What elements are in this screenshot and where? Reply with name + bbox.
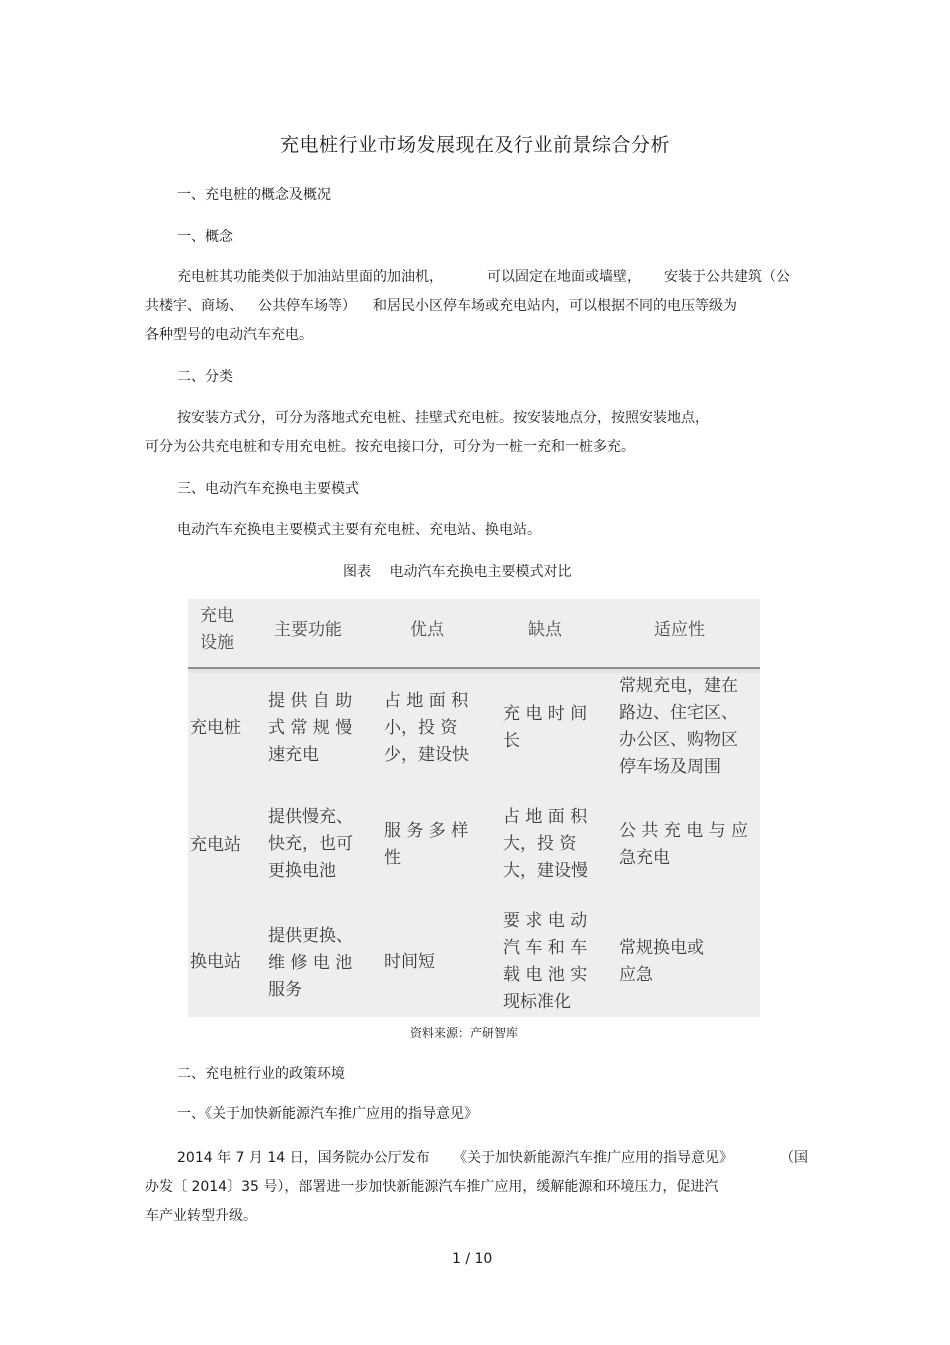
table-cell-advantage: 占 地 面 积 小，投 资 少，建设快 (384, 691, 469, 765)
comparison-table-figure (188, 599, 760, 1017)
table-cell-adaptability: 常规换电或 应急 (619, 938, 704, 985)
table-cell-function: 提供慢充、 快充，也可 更换电池 (268, 807, 353, 881)
table-cell-adaptability: 常规充电，建在 路边、住宅区、 办公区、购物区 停车场及周围 (619, 676, 738, 777)
figure-caption: 图表 电动汽车充换电主要模式对比 (343, 564, 572, 580)
table-cell-disadvantage: 充 电 时 间 长 (503, 704, 588, 751)
document-title: 充电桩行业市场发展现在及行业前景综合分析 (279, 134, 670, 156)
table-header-adaptability: 适应性 (654, 620, 705, 640)
table-header-rule (188, 667, 760, 669)
paragraph-line: 可分为公共充电桩和专用充电桩。按充电接口分，可分为一桩一充和一桩多充。 (145, 439, 635, 455)
section-heading-policy: 二、充电桩行业的政策环境 (177, 1066, 345, 1082)
table-cell-advantage: 服 务 多 样 性 (384, 821, 469, 868)
table-cell-function: 提 供 自 助 式 常 规 慢 速充电 (268, 691, 353, 765)
paragraph-line: 和居民小区停车场或充电站内，可以根据不同的电压等级为 (373, 298, 737, 314)
table-header-facility: 充电 设施 (200, 606, 234, 653)
paragraph-line: 公共停车场等） (258, 298, 356, 314)
subsection-heading-guideline: 一、《关于加快新能源汽车推广应用的指导意见》 (177, 1106, 478, 1122)
page-number: 1 / 10 (452, 1251, 493, 1267)
paragraph-line: 2014 年 7 月 14 日，国务院办公厅发布 (177, 1150, 430, 1166)
table-cell-disadvantage: 要 求 电 动 汽 车 和 车 载 电 池 实 现标准化 (503, 911, 588, 1012)
paragraph-line: 办发〔 2014〕35 号），部署进一步加快新能源汽车推广应用，缓解能源和环境压力，促进汽 (145, 1179, 719, 1195)
paragraph-line: 《关于加快新能源汽车推广应用的指导意见》 (453, 1150, 733, 1166)
subsection-heading-concept: 一、概念 (177, 229, 233, 245)
section-heading-concept-overview: 一、充电桩的概念及概况 (177, 187, 331, 203)
table-cell-facility: 充电站 (190, 835, 241, 855)
table-cell-adaptability: 公 共 充 电 与 应 急充电 (619, 821, 749, 868)
paragraph-line: 充电桩其功能类似于加油站里面的加油机， (177, 269, 443, 285)
paragraph-line: 电动汽车充换电主要模式主要有充电桩、充电站、换电站。 (177, 522, 541, 538)
table-cell-function: 提供更换、 维 修 电 池 服务 (268, 926, 353, 1000)
table-cell-advantage: 时间短 (384, 952, 435, 972)
paragraph-line: 按安装方式分，可分为落地式充电桩、挂壁式充电桩。按安装地点分，按照安装地点， (177, 410, 709, 426)
paragraph-line: 车产业转型升级。 (145, 1208, 257, 1224)
table-header-function: 主要功能 (274, 620, 342, 640)
table-cell-facility: 换电站 (190, 952, 241, 972)
paragraph-line: 可以固定在地面或墙壁， (487, 269, 641, 285)
table-cell-disadvantage: 占 地 面 积 大，投 资 大，建设慢 (503, 807, 588, 881)
source-note: 资料来源：产研智库 (410, 1026, 519, 1040)
paragraph-line: 共楼宇、商场、 (145, 298, 243, 314)
subsection-heading-classification: 二、分类 (177, 369, 233, 385)
subsection-heading-modes: 三、电动汽车充换电主要模式 (177, 481, 359, 497)
table-header-disadvantage: 缺点 (528, 620, 562, 640)
table-header-advantage: 优点 (410, 620, 444, 640)
paragraph-line: （国 (780, 1150, 808, 1166)
paragraph-line: 各种型号的电动汽车充电。 (145, 327, 313, 343)
paragraph-line: 安装于公共建筑（公 (664, 269, 790, 285)
table-cell-facility: 充电桩 (190, 718, 241, 738)
